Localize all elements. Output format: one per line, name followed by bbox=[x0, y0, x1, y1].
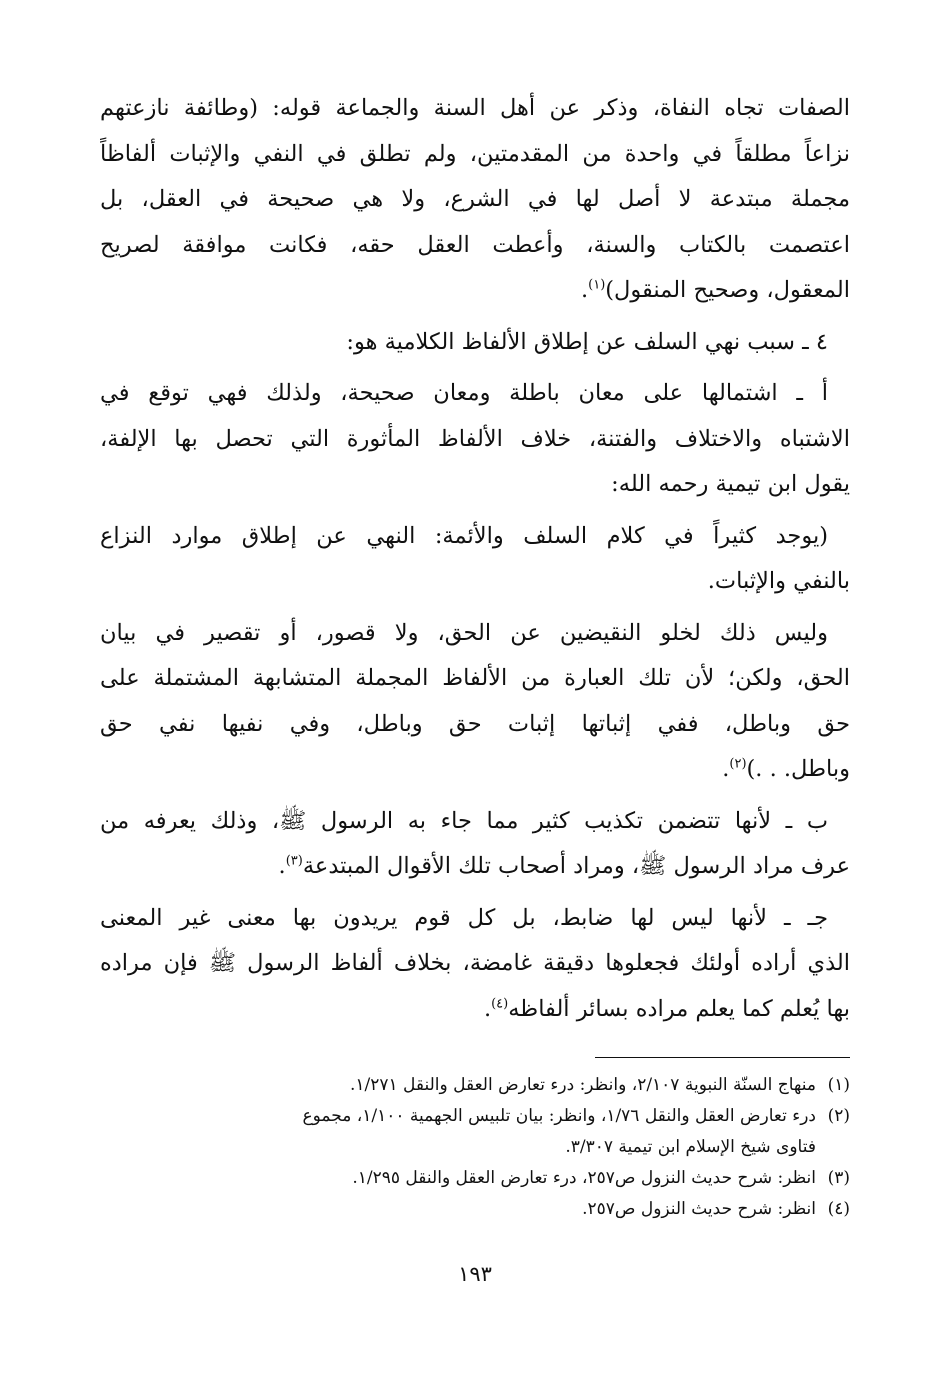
text-line-content: الذي أراده أولئك فجعلوها دقيقة غامضة، بخلاف ألفاظ الرسول ﷺ فإن مراده bbox=[100, 950, 850, 976]
footnote-marker: (٢) bbox=[729, 756, 747, 772]
text-line-content: وليس ذلك لخلو النقيضين عن الحق، ولا قصور، أو تقصير في بيان bbox=[100, 619, 828, 646]
text-line bbox=[100, 320, 850, 366]
footnote-text: انظر: شرح حديث النزول ص٢٥٧. bbox=[582, 1199, 816, 1219]
text-line-content: نزاعاً مطلقاً في واحدة من المقدمتين، ولم تطلق في النفي والإثبات ألفاظاً bbox=[100, 140, 850, 167]
text-line-content: عرف مراد الرسول ﷺ، ومراد أصحاب تلك الأقوال المبتدعة bbox=[302, 853, 850, 879]
footnote bbox=[100, 1194, 850, 1225]
footnote-marker: (٤) bbox=[491, 996, 509, 1011]
footnote-number: (١) bbox=[827, 1075, 850, 1095]
text-line-content: الاشتباه والاختلاف والفتنة، خلاف الألفاظ المأثورة التي تحصل بها الإلفة، bbox=[100, 425, 850, 452]
text-line bbox=[100, 844, 850, 890]
text-line bbox=[100, 86, 850, 132]
text-line bbox=[100, 268, 850, 314]
text-line bbox=[100, 702, 850, 748]
text-line-content: يقول ابن تيمية رحمه الله: bbox=[611, 471, 850, 497]
line-end-punctuation: . bbox=[722, 756, 730, 782]
footnote-text: فتاوى شيخ الإسلام ابن تيمية ٣/٣٠٧. bbox=[565, 1137, 816, 1157]
text-line bbox=[100, 132, 850, 178]
footnote-text: درء تعارض العقل والنقل ١/٧٦، وانظر: بيان تلبيس الجهمية ١/١٠٠، مجموع bbox=[302, 1106, 816, 1126]
text-line-content: حق وباطل، ففي إثباتها إثبات حق وباطل، وفي نفيها نفي حق bbox=[100, 710, 850, 737]
footnote-number: (٤) bbox=[827, 1199, 850, 1219]
text-line bbox=[100, 799, 850, 845]
text-line-content: الصفات تجاه النفاة، وذكر عن أهل السنة والجماعة قوله: (وطائفة نازعتهم bbox=[100, 95, 850, 121]
footnote-text: انظر: شرح حديث النزول ص٢٥٧، درء تعارض العقل والنقل ١/٢٩٥. bbox=[352, 1168, 816, 1188]
text-line-content: الحق، ولكن؛ لأن تلك العبارة من الألفاظ المجملة المتشابهة المشتملة على bbox=[100, 665, 850, 691]
line-end-punctuation: . bbox=[278, 853, 286, 879]
footnote-text: منهاج السنّة النبوية ٢/١٠٧، وانظر: درء تعارض العقل والنقل ١/٢٧١. bbox=[349, 1075, 816, 1095]
text-line bbox=[100, 656, 850, 702]
line-end-punctuation: . bbox=[580, 277, 589, 303]
text-line bbox=[100, 987, 850, 1033]
text-line bbox=[100, 223, 850, 269]
text-line-content: اعتصمت بالكتاب والسنة، وأعطت العقل حقه، فكانت موافقة لصريح bbox=[100, 231, 850, 258]
text-line-content: بالنفي والإثبات. bbox=[707, 568, 850, 594]
text-line-content: ب ـ لأنها تتضمن تكذيب كثير مما جاء به الرسول ﷺ، وذلك يعرفه من bbox=[100, 807, 828, 834]
footnote-marker: (١) bbox=[588, 277, 606, 293]
footnote bbox=[100, 1163, 850, 1194]
text-line-content: مجملة مبتدعة لا أصل لها في الشرع، ولا هي صحيحة في العقل، بل bbox=[100, 186, 850, 212]
footnote-number: (٣) bbox=[827, 1168, 850, 1188]
text-line bbox=[100, 177, 850, 223]
text-line bbox=[100, 896, 850, 942]
text-line bbox=[100, 514, 850, 560]
text-line-content: جـ ـ لأنها ليس لها ضابط، بل كل قوم يريدون بها معنى غير المعنى bbox=[100, 904, 828, 931]
footnote-number bbox=[816, 1132, 850, 1163]
main-text bbox=[100, 86, 850, 1032]
footnote-marker: (٣) bbox=[285, 853, 303, 869]
footnote-number: (٢) bbox=[827, 1106, 850, 1126]
footnote-divider bbox=[595, 1057, 850, 1058]
text-line bbox=[100, 417, 850, 463]
page-number: ١٩٣ bbox=[458, 1262, 492, 1286]
text-line-content: وباطل. . .) bbox=[746, 756, 850, 782]
footnote bbox=[100, 1132, 850, 1163]
text-line-content: أ ـ اشتمالها على معان باطلة ومعان صحيحة، ولذلك فهي توقع في bbox=[100, 380, 828, 406]
text-line bbox=[100, 611, 850, 657]
text-line-content: بها يُعلم كما يعلم مراده بسائر ألفاظه bbox=[508, 995, 850, 1022]
line-end-punctuation: . bbox=[483, 995, 492, 1022]
text-line bbox=[100, 747, 850, 793]
text-line-content: (يوجد كثيراً في كلام السلف والأئمة: النهي عن إطلاق موارد النزاع bbox=[100, 522, 828, 549]
text-line bbox=[100, 559, 850, 605]
text-line bbox=[100, 941, 850, 987]
text-line bbox=[100, 371, 850, 417]
text-line bbox=[100, 462, 850, 508]
text-line-content: المعقول، وصحيح المنقول) bbox=[605, 277, 850, 303]
footnote bbox=[100, 1101, 850, 1132]
footnote bbox=[100, 1070, 850, 1101]
text-line-content: ٤ ـ سبب نهي السلف عن إطلاق الألفاظ الكلامية هو: bbox=[346, 328, 828, 355]
footnotes bbox=[100, 1070, 850, 1225]
